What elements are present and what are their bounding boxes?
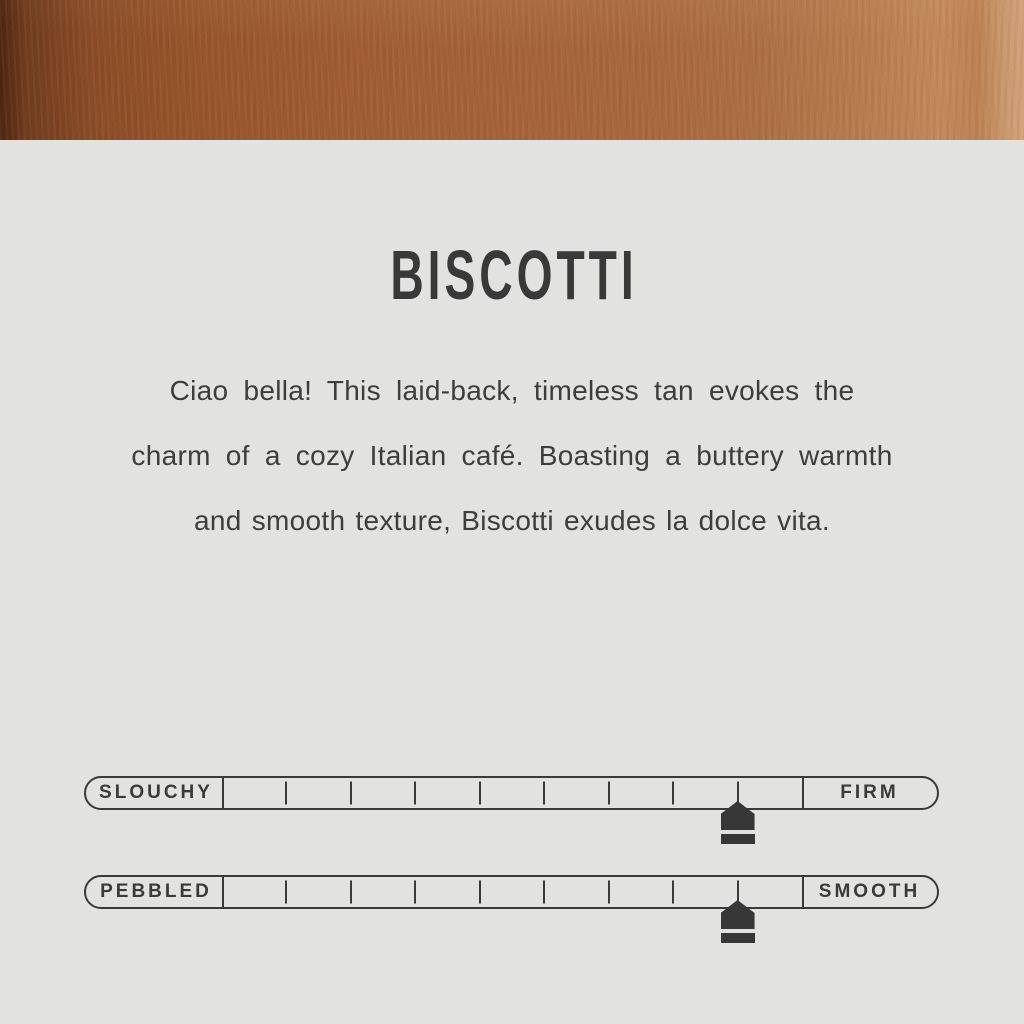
scale-marker [721,900,755,943]
scale-tick [543,782,545,805]
marker-bar [721,933,755,943]
slouchy-firm-scale [84,776,939,810]
scale-tick [414,881,416,904]
color-description [0,358,1024,553]
color-name-heading: BISCOTTI [390,236,638,314]
marker-bar [721,834,755,844]
scale-tick [350,881,352,904]
scale-tick [672,881,674,904]
scale-left-label: SLOUCHY [99,782,213,803]
scale-track [222,778,802,808]
scale-track [222,877,802,907]
scale-tick [608,881,610,904]
scale-right-label: FIRM [840,782,899,803]
scale-tick [285,782,287,805]
scale-marker [721,801,755,844]
scale-tick [543,881,545,904]
leather-swatch-image [0,0,1024,140]
description-line-3: and smooth texture, Biscotti exudes la dolce vita. [194,505,830,536]
scale-left-label: PEBBLED [100,881,212,902]
scale-tick [350,782,352,805]
scale-tick [414,782,416,805]
marker-head [721,900,755,929]
scale-tick [479,782,481,805]
pebbled-smooth-scale [84,875,939,909]
scale-tick [479,881,481,904]
scale-tick [672,782,674,805]
description-line-2: charm of a cozy Italian café. Boasting a buttery warmth [131,440,893,471]
scale-tick [608,782,610,805]
scale-tick [285,881,287,904]
scale-right-label: SMOOTH [818,881,921,902]
marker-head [721,801,755,830]
description-line-1: Ciao bella! This laid-back, timeless tan evokes the [169,375,855,406]
